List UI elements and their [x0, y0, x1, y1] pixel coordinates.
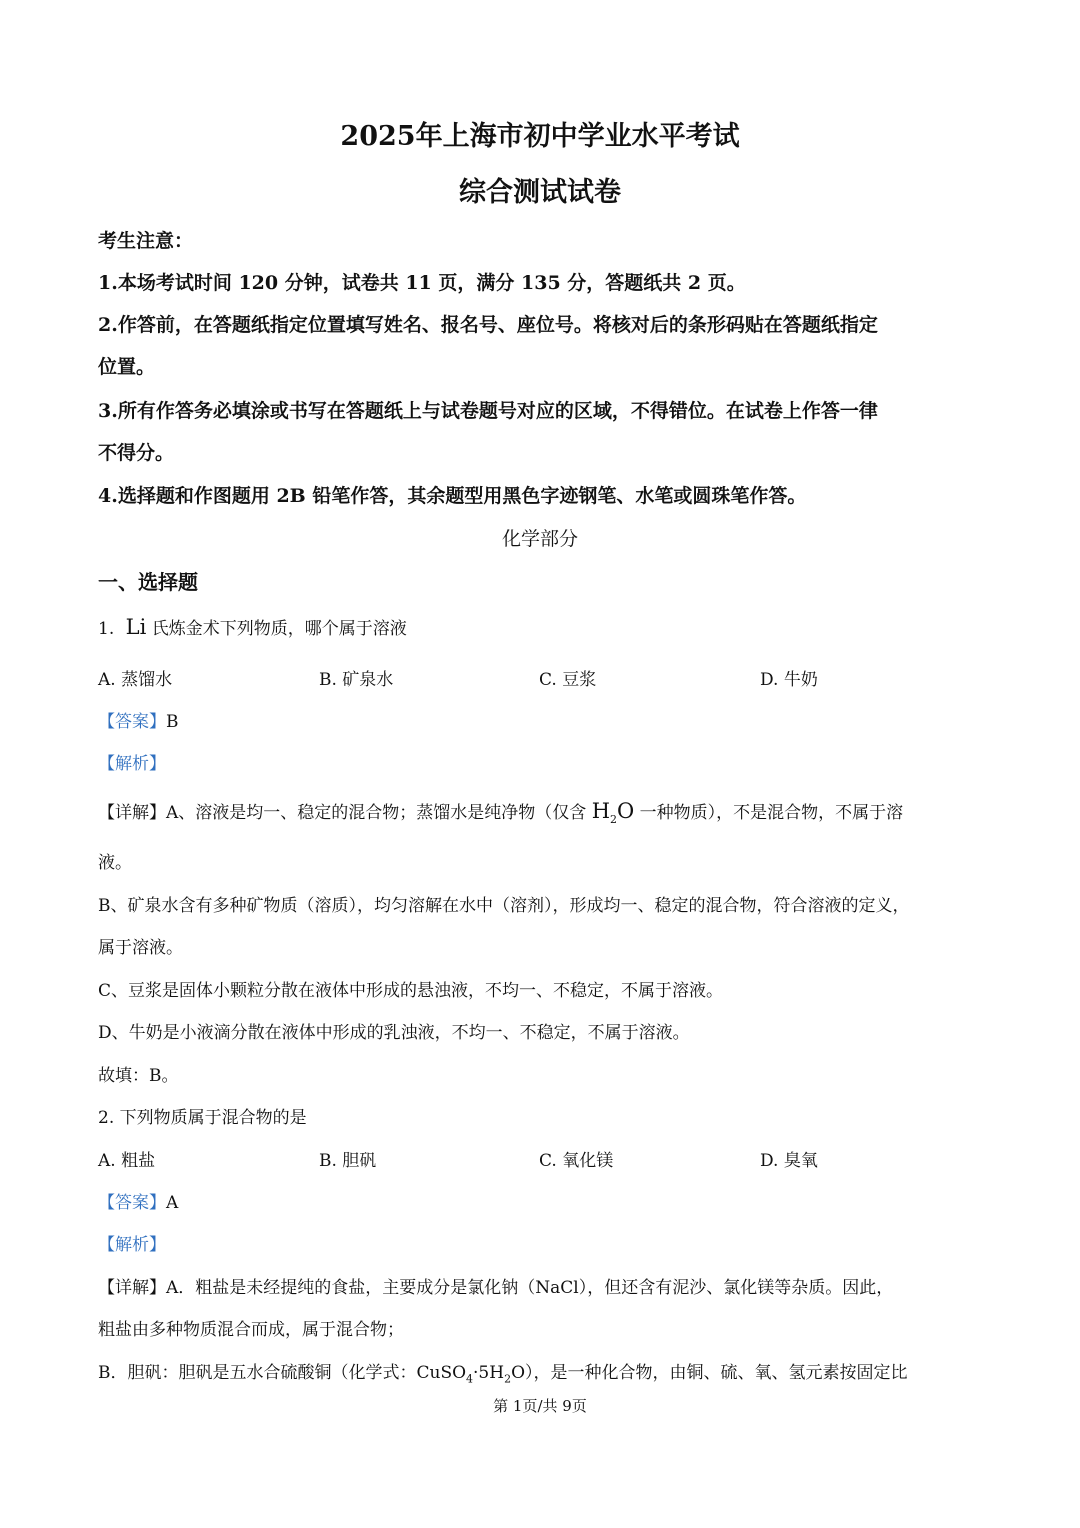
- notice-item-2: 2.作答前，在答题纸指定位置填写姓名、报名号、座位号。将核对后的条形码贴在答题纸指定: [98, 314, 878, 336]
- exam-subtitle: 综合测试试卷: [459, 177, 621, 208]
- question-text: 氏炼金术下列物质，哪个属于溶液: [151, 619, 407, 639]
- q2-option-a: A. 粗盐: [98, 1151, 156, 1171]
- notice-item-2-cont: 位置。: [98, 356, 156, 378]
- question-number: 1.: [98, 619, 115, 639]
- water-formula: [591, 799, 635, 827]
- q1-option-a: A. 蒸馏水: [98, 670, 173, 690]
- section-title: 一、选择题: [98, 570, 198, 594]
- formula-h: H: [591, 799, 611, 823]
- answer-value: B: [166, 712, 179, 732]
- q1-detail-c: C、豆浆是固体小颗粒分散在液体中形成的悬浊液，不均一、不稳定，不属于溶液。: [98, 981, 724, 1001]
- q1-conclusion: 故填：B。: [98, 1066, 179, 1086]
- formula-subscript: 2: [504, 1372, 512, 1386]
- q2-option-c: C. 氧化镁: [539, 1151, 614, 1171]
- formula-mid: ·5H: [473, 1363, 505, 1383]
- q2-option-d: D. 臭氧: [760, 1151, 818, 1171]
- notice-item-3: 3.所有作答务必填涂或书写在答题纸上与试卷题号对应的区域，不得错位。在试卷上作答一律: [98, 400, 878, 422]
- q2-analysis-tag: 【解析】: [98, 1235, 166, 1255]
- detail-text-cont: 一种物质），不是混合物，不属于溶: [639, 803, 904, 823]
- q1-detail-a: [98, 798, 903, 826]
- notice-heading: 考生注意：: [98, 230, 194, 252]
- part-title: 化学部分: [501, 528, 578, 550]
- formula-subscript: 2: [610, 813, 618, 827]
- formula-o: O: [617, 799, 635, 823]
- page-footer: 第 1页/共 9页: [493, 1397, 587, 1415]
- q1-option-c: C. 豆浆: [539, 670, 597, 690]
- q2-answer: [98, 1188, 178, 1213]
- detail-text: A．粗盐是未经提纯的食盐，主要成分是氯化钠（NaCl），但还含有泥沙、氯化镁等杂质。因此，: [166, 1278, 894, 1298]
- q2-detail-a-cont: 粗盐由多种物质混合而成，属于混合物；: [98, 1320, 404, 1340]
- question-2-stem: 2. 下列物质属于混合物的是: [98, 1108, 307, 1128]
- q2-detail-a: [98, 1273, 893, 1298]
- q1-option-b: B. 矿泉水: [319, 670, 394, 690]
- notice-item-3-cont: 不得分。: [98, 442, 175, 464]
- q1-analysis-tag: 【解析】: [98, 754, 166, 774]
- lithium-symbol: Li: [125, 615, 147, 639]
- exam-title: 2025年上海市初中学业水平考试: [340, 121, 740, 152]
- detail-tag: 【详解】: [98, 803, 166, 823]
- notice-item-1: 1.本场考试时间 120 分钟，试卷共 11 页，满分 135 分，答题纸共 2 页。: [98, 272, 746, 294]
- q1-answer: [98, 707, 179, 732]
- detail-tag: 【详解】: [98, 1278, 166, 1298]
- q1-option-d: D. 牛奶: [760, 670, 818, 690]
- detail-text: A、溶液是均一、稳定的混合物；蒸馏水是纯净物（仅含: [166, 803, 587, 823]
- detail-text-cont: O），是一种化合物，由铜、硫、氧、氢元素按固定比: [511, 1363, 908, 1383]
- q1-detail-a-end: 液。: [98, 853, 132, 873]
- q1-detail-b-cont: 属于溶液。: [98, 938, 183, 958]
- q1-detail-d: D、牛奶是小液滴分散在液体中形成的乳浊液，不均一、不稳定，不属于溶液。: [98, 1023, 690, 1043]
- q1-detail-b: B、矿泉水含有多种矿物质（溶质），均匀溶解在水中（溶剂），形成均一、稳定的混合物，符合溶液的定义，: [98, 896, 910, 916]
- formula-subscript: 4: [466, 1372, 474, 1386]
- q2-detail-b: [98, 1358, 908, 1385]
- notice-item-4: 4.选择题和作图题用 2B 铅笔作答，其余题型用黑色字迹钢笔、水笔或圆珠笔作答。: [98, 485, 807, 507]
- q2-option-b: B. 胆矾: [319, 1151, 377, 1171]
- question-1-stem: [98, 614, 407, 639]
- detail-text: B．胆矾：胆矾是五水合硫酸铜（化学式：CuSO: [98, 1363, 467, 1383]
- answer-tag: 【答案】: [98, 1193, 166, 1213]
- answer-value: A: [166, 1193, 179, 1213]
- answer-tag: 【答案】: [98, 712, 166, 732]
